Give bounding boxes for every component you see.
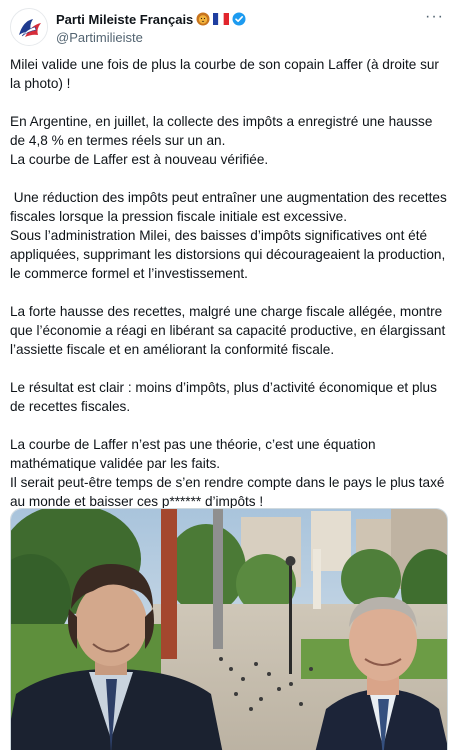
verified-badge-icon [232, 12, 246, 26]
more-options-icon[interactable]: ··· [425, 8, 444, 25]
party-logo-icon [11, 9, 48, 46]
tweet-paragraph: Une réduction des impôts peut entraîner une augmentation des recettes fiscales lorsque la pression fiscale initiale est excessive. Sous l’administration Milei, des baisses d’impôts significatives ont été appliquées, supprimant les distorsions qui décourageaient la production, le commerce formel et l’investissement. [10, 190, 447, 281]
tweet-paragraph: Le résultat est clair : moins d’impôts, plus d’activité économique et plus de recettes fiscales. [10, 380, 441, 414]
tweet-paragraph: Milei valide une fois de plus la courbe de son copain Laffer (à droite sur la photo) ! [10, 57, 443, 91]
avatar[interactable] [10, 8, 48, 46]
tweet-paragraph: La courbe de Laffer n’est pas une théorie, c’est une équation mathématique validée par les faits. Il serait peut-être temps de s’en rendre compte dans le pays le plus taxé au monde et baisser ces p****** d’impôts ! [10, 437, 445, 509]
photo-image [11, 509, 448, 750]
tweet-photo[interactable] [10, 508, 448, 750]
tweet-paragraph: La forte hausse des recettes, malgré une charge fiscale allégée, montre que l’économie a réagi en libérant sa capacité productive, en élargissant l’assiette fiscale et en améliorant la conformité fiscale. [10, 304, 450, 357]
tweet-header [10, 8, 448, 48]
tweet-text [10, 55, 450, 511]
account-handle[interactable]: @Partimilieiste [56, 30, 143, 45]
tweet-paragraph: En Argentine, en juillet, la collecte des impôts a enregistré une hausse de 4,8 % en termes réels sur un an. La courbe de Laffer est à nouveau vérifiée. [10, 114, 433, 167]
lion-emoji [196, 12, 210, 26]
france-flag-emoji [213, 13, 229, 25]
display-name[interactable]: Parti Mileiste Français [56, 11, 194, 27]
